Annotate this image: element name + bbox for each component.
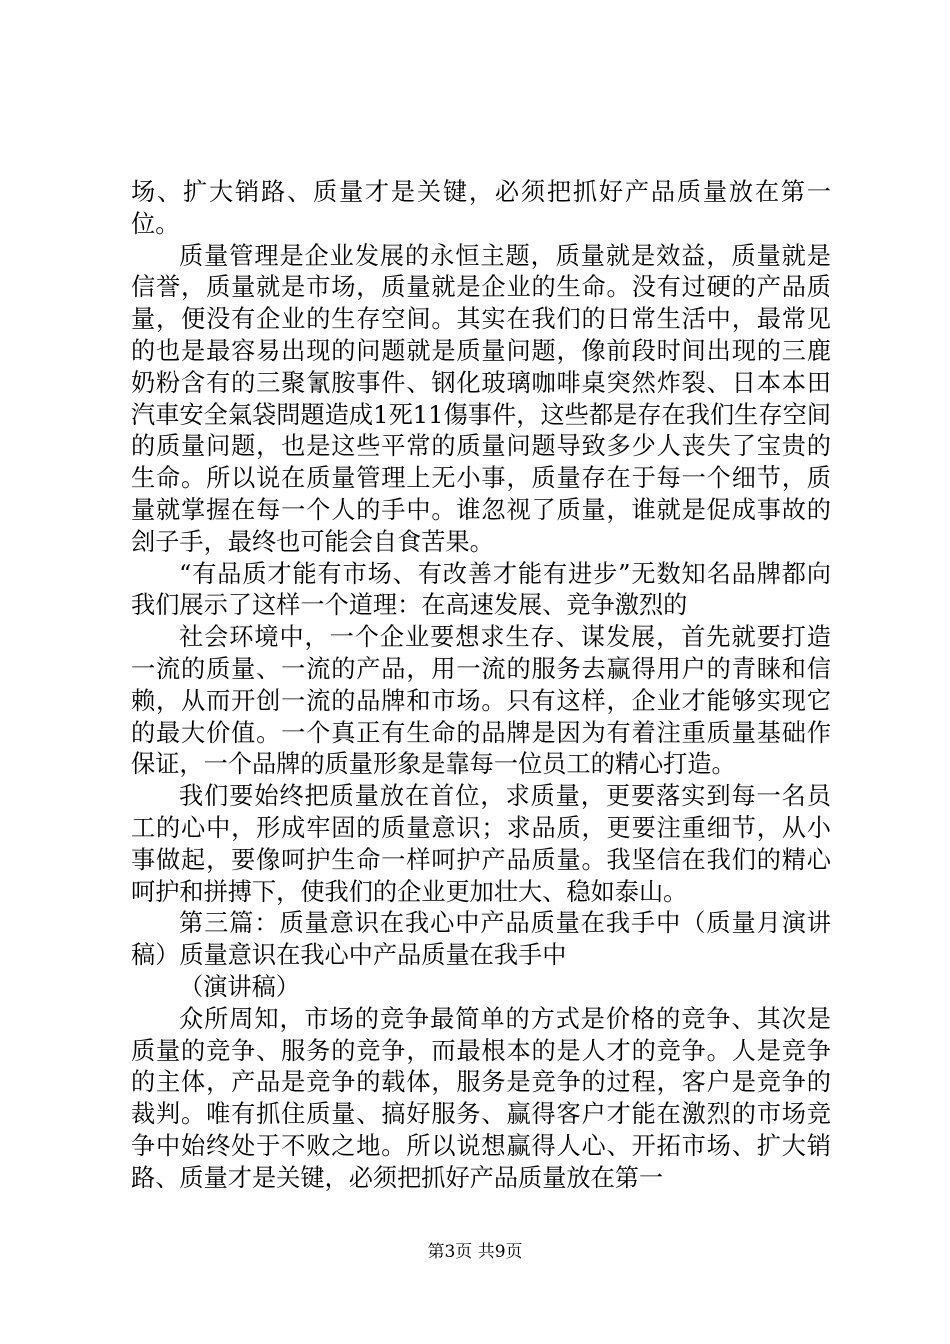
section-subheading: （演讲稿） bbox=[179, 972, 300, 1001]
paragraph-1: 场、扩大销路、质量才是关键，必须把抓好产品质量放在第一位。 bbox=[131, 178, 831, 238]
document-body bbox=[131, 177, 831, 1195]
section-heading: 第三篇：质量意识在我心中产品质量在我手中（质量月演讲稿）质量意识在我心中产品质量在我手中 bbox=[131, 909, 831, 970]
page-footer: 第3页 共9页 bbox=[427, 1242, 523, 1262]
paragraph-4: 社会环境中，一个企业要想求生存、谋发展，首先就要打造一流的质量、一流的产品，用一流的服务去赢得用户的青睐和信赖，从而开创一流的品牌和市场。只有这样，企业才能够实现它的最大价值。一个真正有生命的品牌是因为有着注重质量基础作保证，一个品牌的质量形象是靠每一位员工的精心打造。 bbox=[131, 623, 831, 779]
paragraph-5: 我们要始终把质量放在首位，求质量，更要落实到每一名员工的心中，形成牢固的质量意识；求品质，更要注重细节，从小事做起，要像呵护生命一样呵护产品质量。我坚信在我们的精心呵护和拼搏下，使我们的企业更加壮大、稳如泰山。 bbox=[131, 782, 831, 906]
paragraph-2: 质量管理是企业发展的永恒主题，质量就是效益，质量就是信誉，质量就是市场，质量就是企业的生命。没有过硬的产品质量，便没有企业的生存空间。其实在我们的日常生活中，最常见的也是最容易出现的问题就是质量问题，像前段时间出现的三鹿奶粉含有的三聚氰胺事件、钢化玻璃咖啡桌突然炸裂、日本本田汽車安全氣袋問題造成1死11傷事件，这些都是存在我们生存空间的质量问题，也是这些平常的质量问题导致多少人丧失了宝贵的生命。所以说在质量管理上无小事，质量存在于每一个细节，质量就掌握在每一个人的手中。谁忽视了质量，谁就是促成事故的刽子手，最终也可能会自食苦果。 bbox=[131, 241, 831, 556]
paragraph-3: “有品质才能有市场、有改善才能有进步”无数知名品牌都向我们展示了这样一个道理：在高速发展、竞争激烈的 bbox=[131, 559, 831, 620]
paragraph-6: 众所周知，市场的竞争最简单的方式是价格的竞争、其次是质量的竞争、服务的竞争，而最根本的是人才的竞争。人是竞争的主体，产品是竞争的载体，服务是竞争的过程，客户是竞争的裁判。唯有抓住质量、搞好服务、赢得客户才能在激烈的市场竞争中始终处于不败之地。所以说想赢得人心、开拓市场、扩大销路、质量才是关键，必须把抓好产品质量放在第一 bbox=[131, 1004, 831, 1192]
